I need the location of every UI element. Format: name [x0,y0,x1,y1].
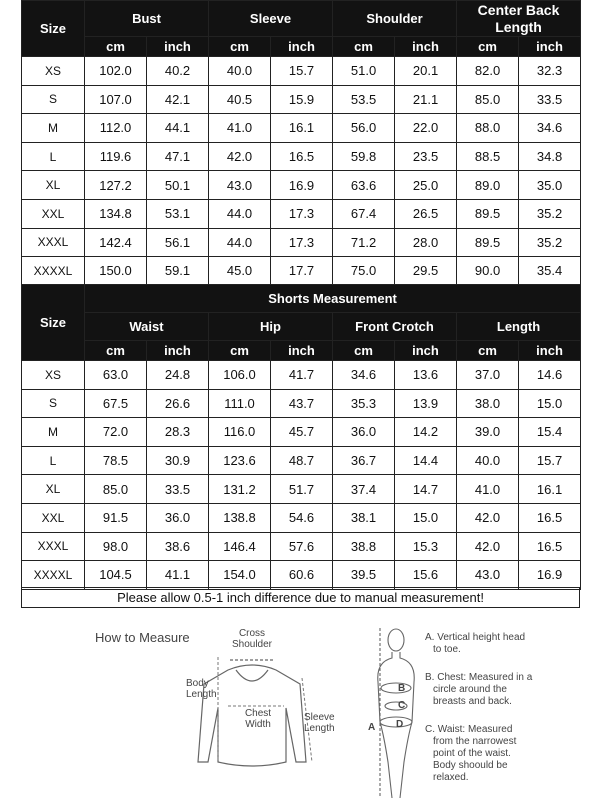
cross-shoulder-label-1: Cross [238,628,266,639]
size-label: XXXL [22,532,85,561]
letter-c: C [398,700,406,711]
table-cell: 22.0 [395,114,457,143]
table-cell: 85.0 [457,85,519,114]
size-label: XXXL [22,228,85,257]
table-cell: 146.4 [209,532,271,561]
table-cell: 59.8 [333,142,395,171]
table-cell: 89.0 [457,171,519,200]
table-cell: 104.5 [85,561,147,590]
table-cell: 40.0 [457,446,519,475]
table-cell: 15.7 [271,57,333,86]
table-cell: 116.0 [209,418,271,447]
table-cell: 89.5 [457,228,519,257]
letter-a: A [368,722,376,733]
table-cell: 102.0 [85,57,147,86]
table-cell: 98.0 [85,532,147,561]
unit-cm: cm [85,341,147,361]
table-cell: 142.4 [85,228,147,257]
table-cell: 43.7 [271,389,333,418]
how-to-measure-illustration [0,612,600,800]
table-cell: 21.1 [395,85,457,114]
size-label: XXXXL [22,561,85,590]
table-cell: 53.5 [333,85,395,114]
table-cell: 16.5 [519,532,581,561]
table-cell: 39.0 [457,418,519,447]
table-cell: 45.0 [209,257,271,286]
table-cell: 150.0 [85,257,147,286]
table-cell: 50.1 [147,171,209,200]
table-cell: 34.6 [333,361,395,390]
table-cell: 138.8 [209,503,271,532]
table-cell: 89.5 [457,199,519,228]
hip-header: Hip [209,313,333,341]
table-row [22,532,581,561]
table-cell: 63.6 [333,171,395,200]
table-cell: 63.0 [85,361,147,390]
table-cell: 14.7 [395,475,457,504]
instruction-a-2: to toe. [433,644,461,655]
table-cell: 26.6 [147,389,209,418]
table-cell: 38.8 [333,532,395,561]
table-cell: 57.6 [271,532,333,561]
table-cell: 39.5 [333,561,395,590]
table-cell: 107.0 [85,85,147,114]
table-cell: 15.0 [519,389,581,418]
chest-width-label-2: Width [245,719,271,730]
table-cell: 14.4 [395,446,457,475]
table-cell: 56.1 [147,228,209,257]
size-label: XXL [22,503,85,532]
table-cell: 56.0 [333,114,395,143]
measure-instructions [425,632,533,783]
table-cell: 36.0 [147,503,209,532]
table-cell: 40.2 [147,57,209,86]
table-row [22,85,581,114]
table-cell: 37.4 [333,475,395,504]
table-row [22,503,581,532]
table-cell: 16.1 [519,475,581,504]
unit-inch: inch [395,341,457,361]
table-cell: 60.6 [271,561,333,590]
size-label: XL [22,171,85,200]
instruction-b-3: breasts and back. [433,696,512,707]
table-cell: 41.7 [271,361,333,390]
length-header: Length [457,313,581,341]
table-cell: 32.3 [519,57,581,86]
instruction-b-2: circle around the [433,684,507,695]
table-cell: 35.2 [519,228,581,257]
size-label: XXL [22,199,85,228]
table-cell: 15.9 [271,85,333,114]
table-cell: 34.8 [519,142,581,171]
unit-cm: cm [457,37,519,57]
table-row [22,171,581,200]
unit-cm: cm [85,37,147,57]
table-cell: 45.7 [271,418,333,447]
table-cell: 112.0 [85,114,147,143]
measurement-note: Please allow 0.5-1 inch difference due to manual measurement! [21,587,580,608]
table-cell: 16.9 [519,561,581,590]
unit-inch: inch [519,37,581,57]
unit-cm: cm [209,37,271,57]
table-cell: 43.0 [209,171,271,200]
table-cell: 15.0 [395,503,457,532]
table-cell: 17.3 [271,228,333,257]
table-cell: 16.1 [271,114,333,143]
table-cell: 17.3 [271,199,333,228]
table-cell: 37.0 [457,361,519,390]
letter-d: D [396,719,404,730]
table-cell: 14.2 [395,418,457,447]
table-cell: 47.1 [147,142,209,171]
top-size-table [21,0,581,286]
table-cell: 44.1 [147,114,209,143]
size-label: L [22,446,85,475]
table-cell: 88.5 [457,142,519,171]
table-cell: 20.1 [395,57,457,86]
table-cell: 154.0 [209,561,271,590]
table-row [22,561,581,590]
unit-inch: inch [395,37,457,57]
unit-cm: cm [333,37,395,57]
size-label: S [22,85,85,114]
shorts-size-table [21,284,581,590]
letter-b: B [398,683,406,694]
sleeve-length-label-2: Length [304,723,335,734]
center-back-length-header: Center Back Length [457,1,581,37]
table-cell: 59.1 [147,257,209,286]
table-cell: 30.9 [147,446,209,475]
table-cell: 36.0 [333,418,395,447]
table-cell: 42.0 [457,532,519,561]
body-length-label-2: Length [186,689,217,700]
table-cell: 35.3 [333,389,395,418]
size-label: M [22,418,85,447]
size-label: M [22,114,85,143]
shorts-title: Shorts Measurement [85,285,581,313]
table-cell: 15.3 [395,532,457,561]
table-cell: 33.5 [519,85,581,114]
table-cell: 24.8 [147,361,209,390]
unit-inch: inch [271,37,333,57]
table-cell: 41.0 [209,114,271,143]
table-cell: 78.5 [85,446,147,475]
table-cell: 82.0 [457,57,519,86]
table-cell: 44.0 [209,199,271,228]
table-cell: 38.0 [457,389,519,418]
unit-inch: inch [147,341,209,361]
table-cell: 38.1 [333,503,395,532]
sleeve-length-label-1: Sleeve [304,712,335,723]
table-cell: 15.6 [395,561,457,590]
waist-header: Waist [85,313,209,341]
size-header: Size [22,1,85,57]
table-cell: 51.0 [333,57,395,86]
table-row [22,142,581,171]
sleeve-header: Sleeve [209,1,333,37]
instruction-c-4: Body shoould be [433,760,508,771]
unit-inch: inch [271,341,333,361]
size-label: L [22,142,85,171]
shoulder-header: Shoulder [333,1,457,37]
unit-inch: inch [519,341,581,361]
instruction-c-2: from the narrowest [433,736,517,747]
table-cell: 54.6 [271,503,333,532]
table-cell: 131.2 [209,475,271,504]
table-cell: 42.1 [147,85,209,114]
instruction-b-1: B. Chest: Measured in a [425,672,533,683]
table-cell: 67.4 [333,199,395,228]
table-cell: 53.1 [147,199,209,228]
table-cell: 42.0 [457,503,519,532]
table-cell: 16.9 [271,171,333,200]
unit-inch: inch [147,37,209,57]
table-cell: 16.5 [271,142,333,171]
table-cell: 23.5 [395,142,457,171]
table-row [22,228,581,257]
table-cell: 134.8 [85,199,147,228]
how-to-measure-title: How to Measure [95,630,190,645]
table-cell: 13.6 [395,361,457,390]
table-row [22,418,581,447]
table-cell: 15.4 [519,418,581,447]
size-label: XS [22,361,85,390]
table-cell: 28.3 [147,418,209,447]
unit-cm: cm [457,341,519,361]
table-cell: 33.5 [147,475,209,504]
table-cell: 85.0 [85,475,147,504]
table-row [22,361,581,390]
table-cell: 40.5 [209,85,271,114]
table-cell: 42.0 [209,142,271,171]
table-cell: 28.0 [395,228,457,257]
table-cell: 35.4 [519,257,581,286]
size-label: S [22,389,85,418]
table-cell: 71.2 [333,228,395,257]
size-label: XS [22,57,85,86]
table-cell: 48.7 [271,446,333,475]
table-cell: 41.1 [147,561,209,590]
chest-width-label-1: Chest [244,708,272,719]
table-cell: 17.7 [271,257,333,286]
table-cell: 16.5 [519,503,581,532]
instruction-c-3: point of the waist. [433,748,511,759]
unit-cm: cm [209,341,271,361]
table-cell: 36.7 [333,446,395,475]
table-cell: 119.6 [85,142,147,171]
table-cell: 72.0 [85,418,147,447]
table-cell: 15.7 [519,446,581,475]
table-row [22,57,581,86]
table-cell: 41.0 [457,475,519,504]
table-cell: 75.0 [333,257,395,286]
size-label: XL [22,475,85,504]
table-cell: 127.2 [85,171,147,200]
body-figure [378,628,414,798]
table-cell: 13.9 [395,389,457,418]
table-cell: 38.6 [147,532,209,561]
table-row [22,389,581,418]
table-cell: 91.5 [85,503,147,532]
cross-shoulder-label-2: Shoulder [231,639,273,650]
table-cell: 26.5 [395,199,457,228]
table-cell: 90.0 [457,257,519,286]
body-length-label-1: Body [186,678,209,689]
table-cell: 111.0 [209,389,271,418]
table-row [22,257,581,286]
instruction-a-1: A. Vertical height head [425,632,526,643]
size-label: XXXXL [22,257,85,286]
table-row [22,114,581,143]
table-row [22,446,581,475]
table-cell: 88.0 [457,114,519,143]
table-row [22,475,581,504]
table-cell: 51.7 [271,475,333,504]
table-cell: 34.6 [519,114,581,143]
table-cell: 123.6 [209,446,271,475]
table-cell: 44.0 [209,228,271,257]
table-cell: 67.5 [85,389,147,418]
instruction-c-1: C. Waist: Measured [425,724,513,735]
table-cell: 43.0 [457,561,519,590]
table-row [22,199,581,228]
table-cell: 29.5 [395,257,457,286]
bust-header: Bust [85,1,209,37]
table-cell: 25.0 [395,171,457,200]
unit-cm: cm [333,341,395,361]
instruction-c-5: relaxed. [433,772,469,783]
table-cell: 40.0 [209,57,271,86]
table-cell: 14.6 [519,361,581,390]
table-cell: 106.0 [209,361,271,390]
size-header: Size [22,285,85,361]
table-cell: 35.2 [519,199,581,228]
table-cell: 35.0 [519,171,581,200]
front-crotch-header: Front Crotch [333,313,457,341]
